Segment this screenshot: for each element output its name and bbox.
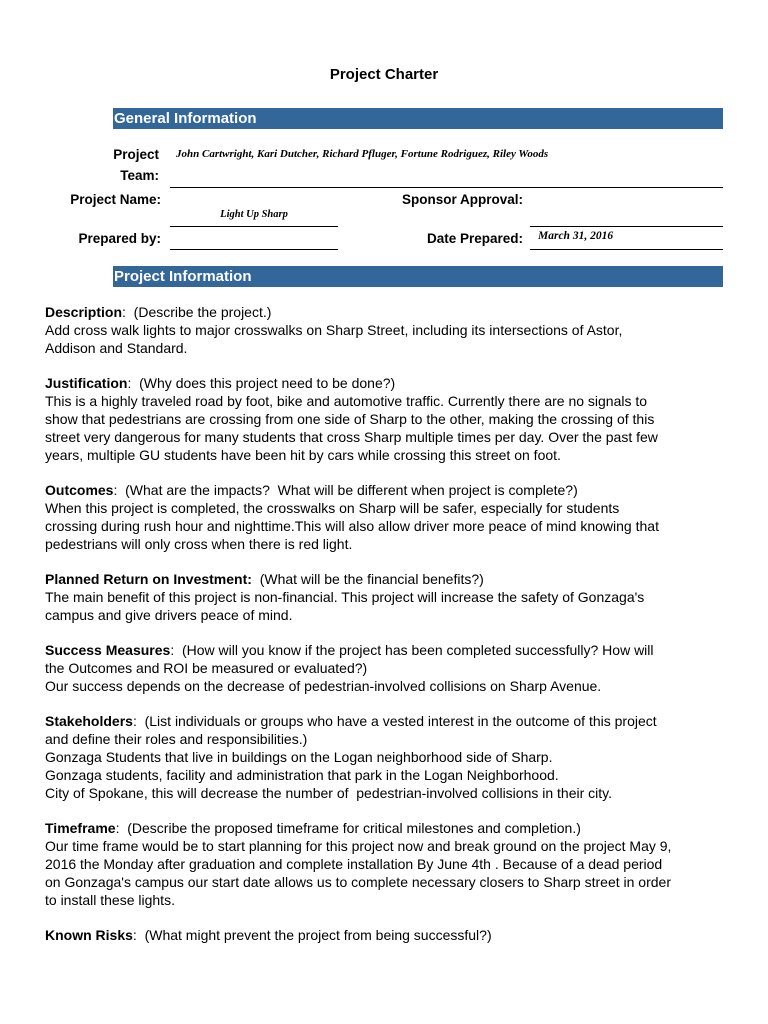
section-known-risks [45, 926, 735, 944]
section-justification [45, 374, 735, 464]
section-prompt: : (Describe the project.) [122, 304, 272, 320]
section-text-line: Addison and Standard. [45, 340, 188, 356]
section-text-line: crossing during rush hour and nighttime.This will also allow driver more peace of mind knowing that [45, 518, 659, 534]
section-heading: Outcomes [45, 482, 114, 498]
section-success-measures [45, 641, 735, 695]
date-prepared-value[interactable]: March 31, 2016 [538, 230, 614, 242]
section-text-line: The main benefit of this project is non-financial. This project will increase the safety of Gonzaga's [45, 589, 645, 605]
date-prepared-label: Date Prepared: [426, 231, 523, 246]
section-heading: Success Measures [45, 642, 171, 658]
section-text-line: Our success depends on the decrease of pedestrian-involved collisions on Sharp Avenue. [45, 678, 602, 694]
section-heading-line [45, 303, 735, 321]
section-text-line: Gonzaga students, facility and administration that park in the Logan Neighborhood. [45, 767, 559, 783]
project-information-sections [45, 303, 735, 961]
section-text-line: City of Spokane, this will decrease the number of pedestrian-involved collisions in their city. [45, 785, 613, 801]
section-text-line: Add cross walk lights to major crosswalks on Sharp Street, including its intersections of Astor, [45, 322, 623, 338]
section-text-line: Gonzaga Students that live in buildings on the Logan neighborhood side of Sharp. [45, 749, 553, 765]
section-prompt: : (What are the impacts? What will be different when project is complete?) [113, 482, 578, 498]
section-prompt: : (Describe the proposed timeframe for critical milestones and completion.) [115, 820, 581, 836]
section-text-line: When this project is completed, the crosswalks on Sharp will be safer, especially for students [45, 500, 620, 516]
section-prompt: : (How will you know if the project has been completed successfully? How will [170, 642, 654, 658]
prepared-by-label: Prepared by: [78, 231, 161, 246]
section-text-line: This is a highly traveled road by foot, bike and automotive traffic. Currently there are no signals to [45, 393, 648, 409]
sponsor-approval-underline [530, 226, 723, 227]
project-team-label-line2: Team: [120, 168, 159, 183]
section-prompt: (What will be the financial benefits?) [251, 571, 484, 587]
section-heading: Known Risks [45, 927, 133, 943]
project-team-value[interactable]: John Cartwright, Kari Dutcher, Richard Pfluger, Fortune Rodriguez, Riley Woods [176, 148, 549, 160]
section-heading-line [45, 926, 735, 944]
project-name-value[interactable]: Light Up Sharp [220, 209, 288, 220]
section-outcomes [45, 481, 735, 553]
section-heading: Description [45, 304, 123, 320]
section-description [45, 303, 735, 357]
section-heading-line [45, 481, 735, 499]
section-text-line: 2016 the Monday after graduation and complete installation By June 4th . Because of a dead period [45, 856, 663, 872]
project-information-header: Project Information [113, 266, 723, 287]
section-heading: Timeframe [45, 820, 116, 836]
section-heading: Stakeholders [45, 713, 133, 729]
section-text-line: to install these lights. [45, 892, 175, 908]
project-team-label-line1: Project [113, 147, 159, 162]
section-text-line: and define their roles and responsibilities.) [45, 731, 308, 747]
section-heading-line [45, 641, 735, 659]
sponsor-approval-label: Sponsor Approval: [401, 192, 523, 207]
prepared-by-underline [170, 249, 338, 250]
section-heading-line [45, 570, 735, 588]
general-information-header: General Information [113, 108, 723, 129]
section-planned-return-on-investment [45, 570, 735, 624]
section-text-line: pedestrians will only cross when there is red light. [45, 536, 353, 552]
section-timeframe [45, 819, 735, 909]
section-heading: Planned Return on Investment: [45, 571, 252, 587]
project-name-underline [170, 226, 338, 227]
section-text-line: show that pedestrians are crossing from one side of Sharp to the other, making the crossing of this [45, 411, 655, 427]
section-text-line: the Outcomes and ROI be measured or evaluated?) [45, 660, 368, 676]
section-heading-line [45, 712, 735, 730]
document-title: Project Charter [329, 66, 439, 83]
section-text-line: Our time frame would be to start planning for this project now and break ground on the project May 9, [45, 838, 672, 854]
section-prompt: : (List individuals or groups who have a vested interest in the outcome of this project [132, 713, 657, 729]
date-prepared-underline [530, 249, 723, 250]
section-heading-line [45, 374, 735, 392]
project-team-underline [170, 187, 723, 188]
section-heading: Justification [45, 375, 128, 391]
section-prompt: : (Why does this project need to be done?) [127, 375, 396, 391]
project-name-label: Project Name: [70, 192, 161, 207]
section-text-line: years, multiple GU students have been hit by cars while crossing this street on foot. [45, 447, 561, 463]
section-stakeholders [45, 712, 735, 802]
section-prompt: : (What might prevent the project from being successful?) [132, 927, 492, 943]
section-text-line: on Gonzaga's campus our start date allows us to complete necessary closers to Sharp street in order [45, 874, 671, 890]
section-text-line: street very dangerous for many students that cross Sharp multiple times per day. Over the past few [45, 429, 658, 445]
section-heading-line [45, 819, 735, 837]
section-text-line: campus and give drivers peace of mind. [45, 607, 293, 623]
